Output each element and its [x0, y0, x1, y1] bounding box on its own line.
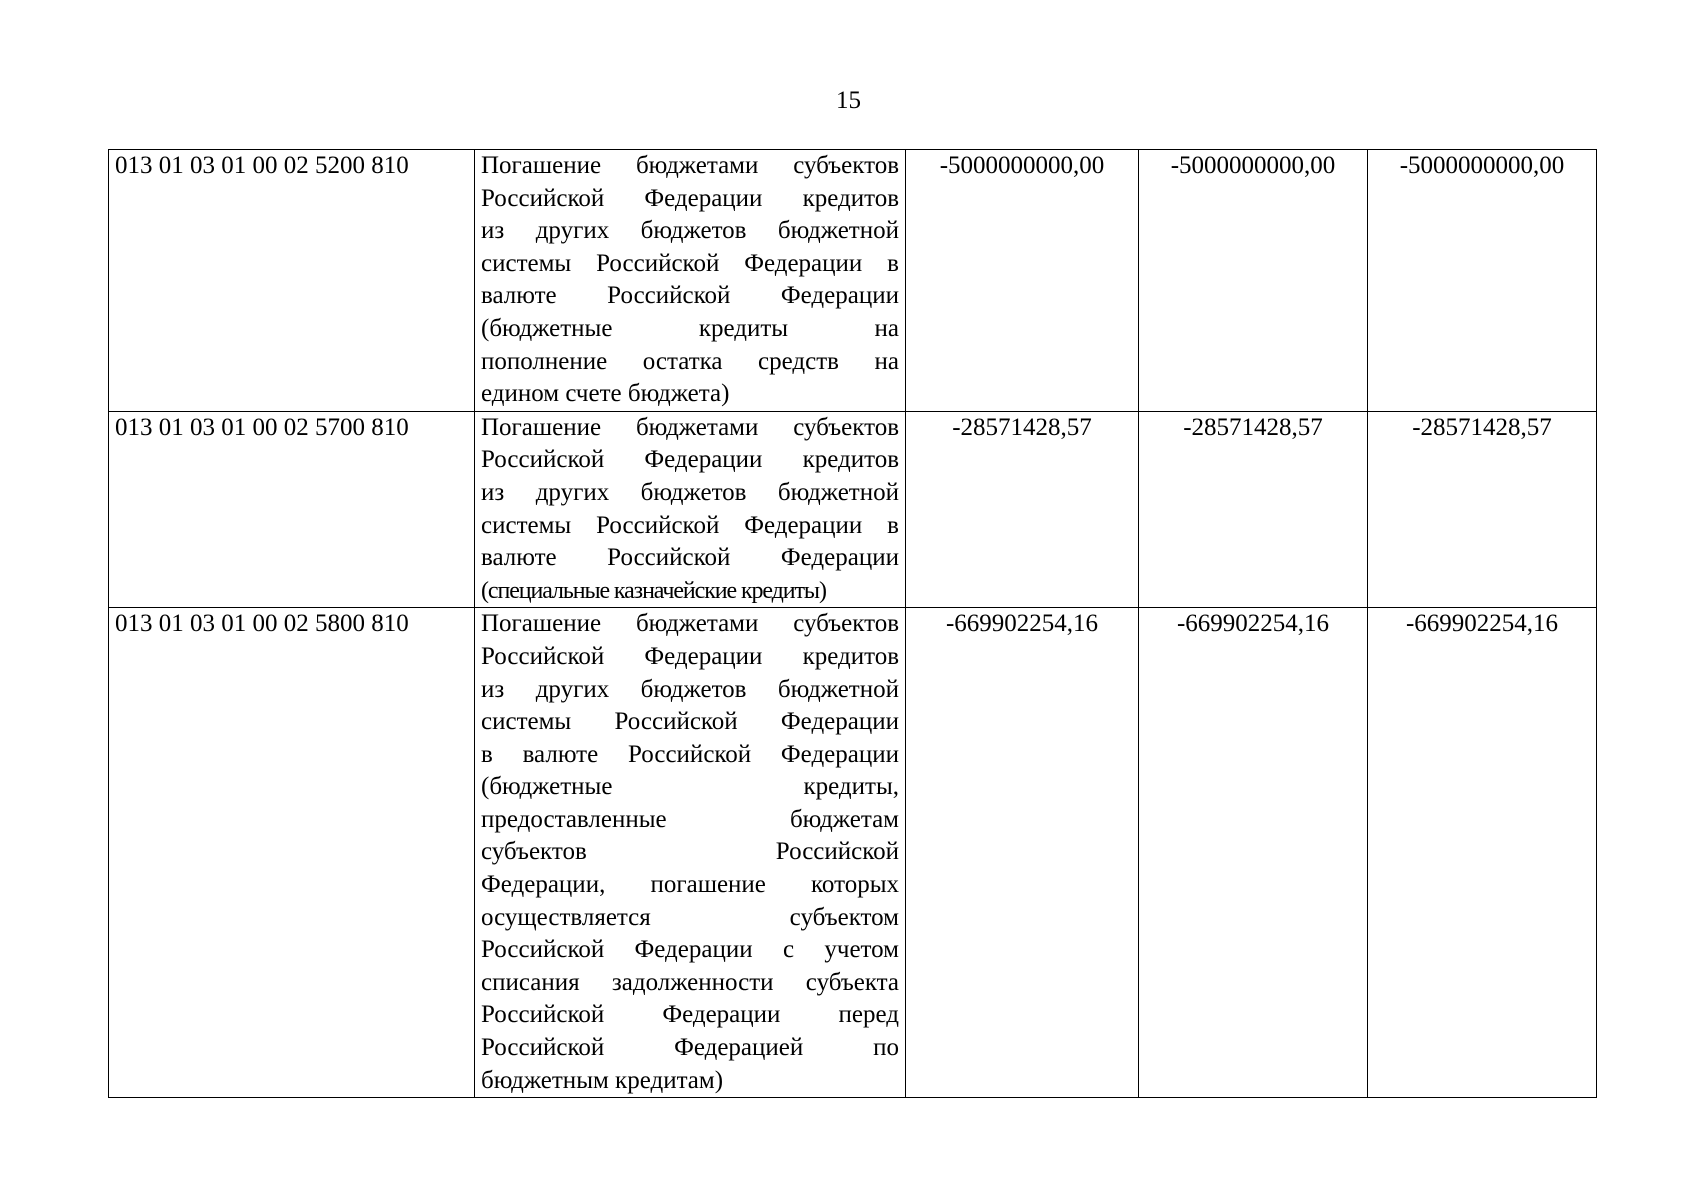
- item-name-line: Российской Федерации кредитов: [481, 446, 899, 474]
- amount-year-2: -5000000000,00: [1139, 150, 1368, 412]
- item-name-line: осуществляется субъектом: [481, 903, 899, 931]
- item-name-line: в валюте Российской Федерации: [481, 740, 899, 768]
- classification-code: 013 01 03 01 00 02 5200 810: [109, 150, 475, 412]
- amount-year-3: -5000000000,00: [1368, 150, 1597, 412]
- item-name-line: системы Российской Федерации: [481, 708, 899, 736]
- item-name-line: валюте Российской Федерации: [481, 544, 899, 572]
- amount-year-2: -28571428,57: [1139, 411, 1368, 608]
- item-name-line: едином счете бюджета): [481, 380, 730, 408]
- item-name-line: Погашение бюджетами субъектов: [481, 152, 899, 179]
- item-name-line: субъектов Российской: [481, 838, 899, 866]
- item-name-line: из других бюджетов бюджетной: [481, 478, 899, 506]
- item-name: [475, 150, 906, 412]
- item-name: [475, 608, 906, 1098]
- item-name-line: пополнение остатка средств на: [481, 347, 899, 375]
- item-name-line: (специальные казначейские кредиты): [481, 577, 826, 604]
- item-name-line: (бюджетные кредиты на: [481, 314, 899, 342]
- amount-year-3: -28571428,57: [1368, 411, 1597, 608]
- item-name-line: списания задолженности субъекта: [481, 968, 899, 996]
- item-name-line: Федерации, погашение которых: [481, 871, 899, 899]
- amount-year-2: -669902254,16: [1139, 608, 1368, 1098]
- item-name-line: бюджетным кредитам): [481, 1066, 724, 1094]
- item-name-line: Российской Федерацией по: [481, 1034, 899, 1062]
- item-name-line: из других бюджетов бюджетной: [481, 217, 899, 245]
- amount-year-3: -669902254,16: [1368, 608, 1597, 1098]
- item-name-line: Российской Федерации кредитов: [481, 184, 899, 212]
- budget-table: [108, 149, 1597, 1098]
- classification-code: 013 01 03 01 00 02 5800 810: [109, 608, 475, 1098]
- item-name-line: предоставленные бюджетам: [481, 805, 899, 833]
- table-row: [109, 150, 1597, 412]
- amount-year-1: -669902254,16: [906, 608, 1139, 1098]
- page-number: 15: [836, 87, 861, 114]
- item-name-line: из других бюджетов бюджетной: [481, 675, 899, 703]
- item-name-line: валюте Российской Федерации: [481, 282, 899, 310]
- table-row: [109, 411, 1597, 608]
- item-name-line: Российской Федерации перед: [481, 1001, 899, 1029]
- classification-code: 013 01 03 01 00 02 5700 810: [109, 411, 475, 608]
- item-name-line: системы Российской Федерации в: [481, 511, 899, 539]
- item-name: [475, 411, 906, 608]
- item-name-line: Российской Федерации кредитов: [481, 642, 899, 670]
- amount-year-1: -5000000000,00: [906, 150, 1139, 412]
- item-name-line: системы Российской Федерации в: [481, 249, 899, 277]
- item-name-line: Погашение бюджетами субъектов: [481, 413, 899, 441]
- table-row: [109, 608, 1597, 1098]
- item-name-line: (бюджетные кредиты,: [481, 773, 899, 801]
- amount-year-1: -28571428,57: [906, 411, 1139, 608]
- item-name-line: Погашение бюджетами субъектов: [481, 610, 899, 638]
- item-name-line: Российской Федерации с учетом: [481, 936, 899, 964]
